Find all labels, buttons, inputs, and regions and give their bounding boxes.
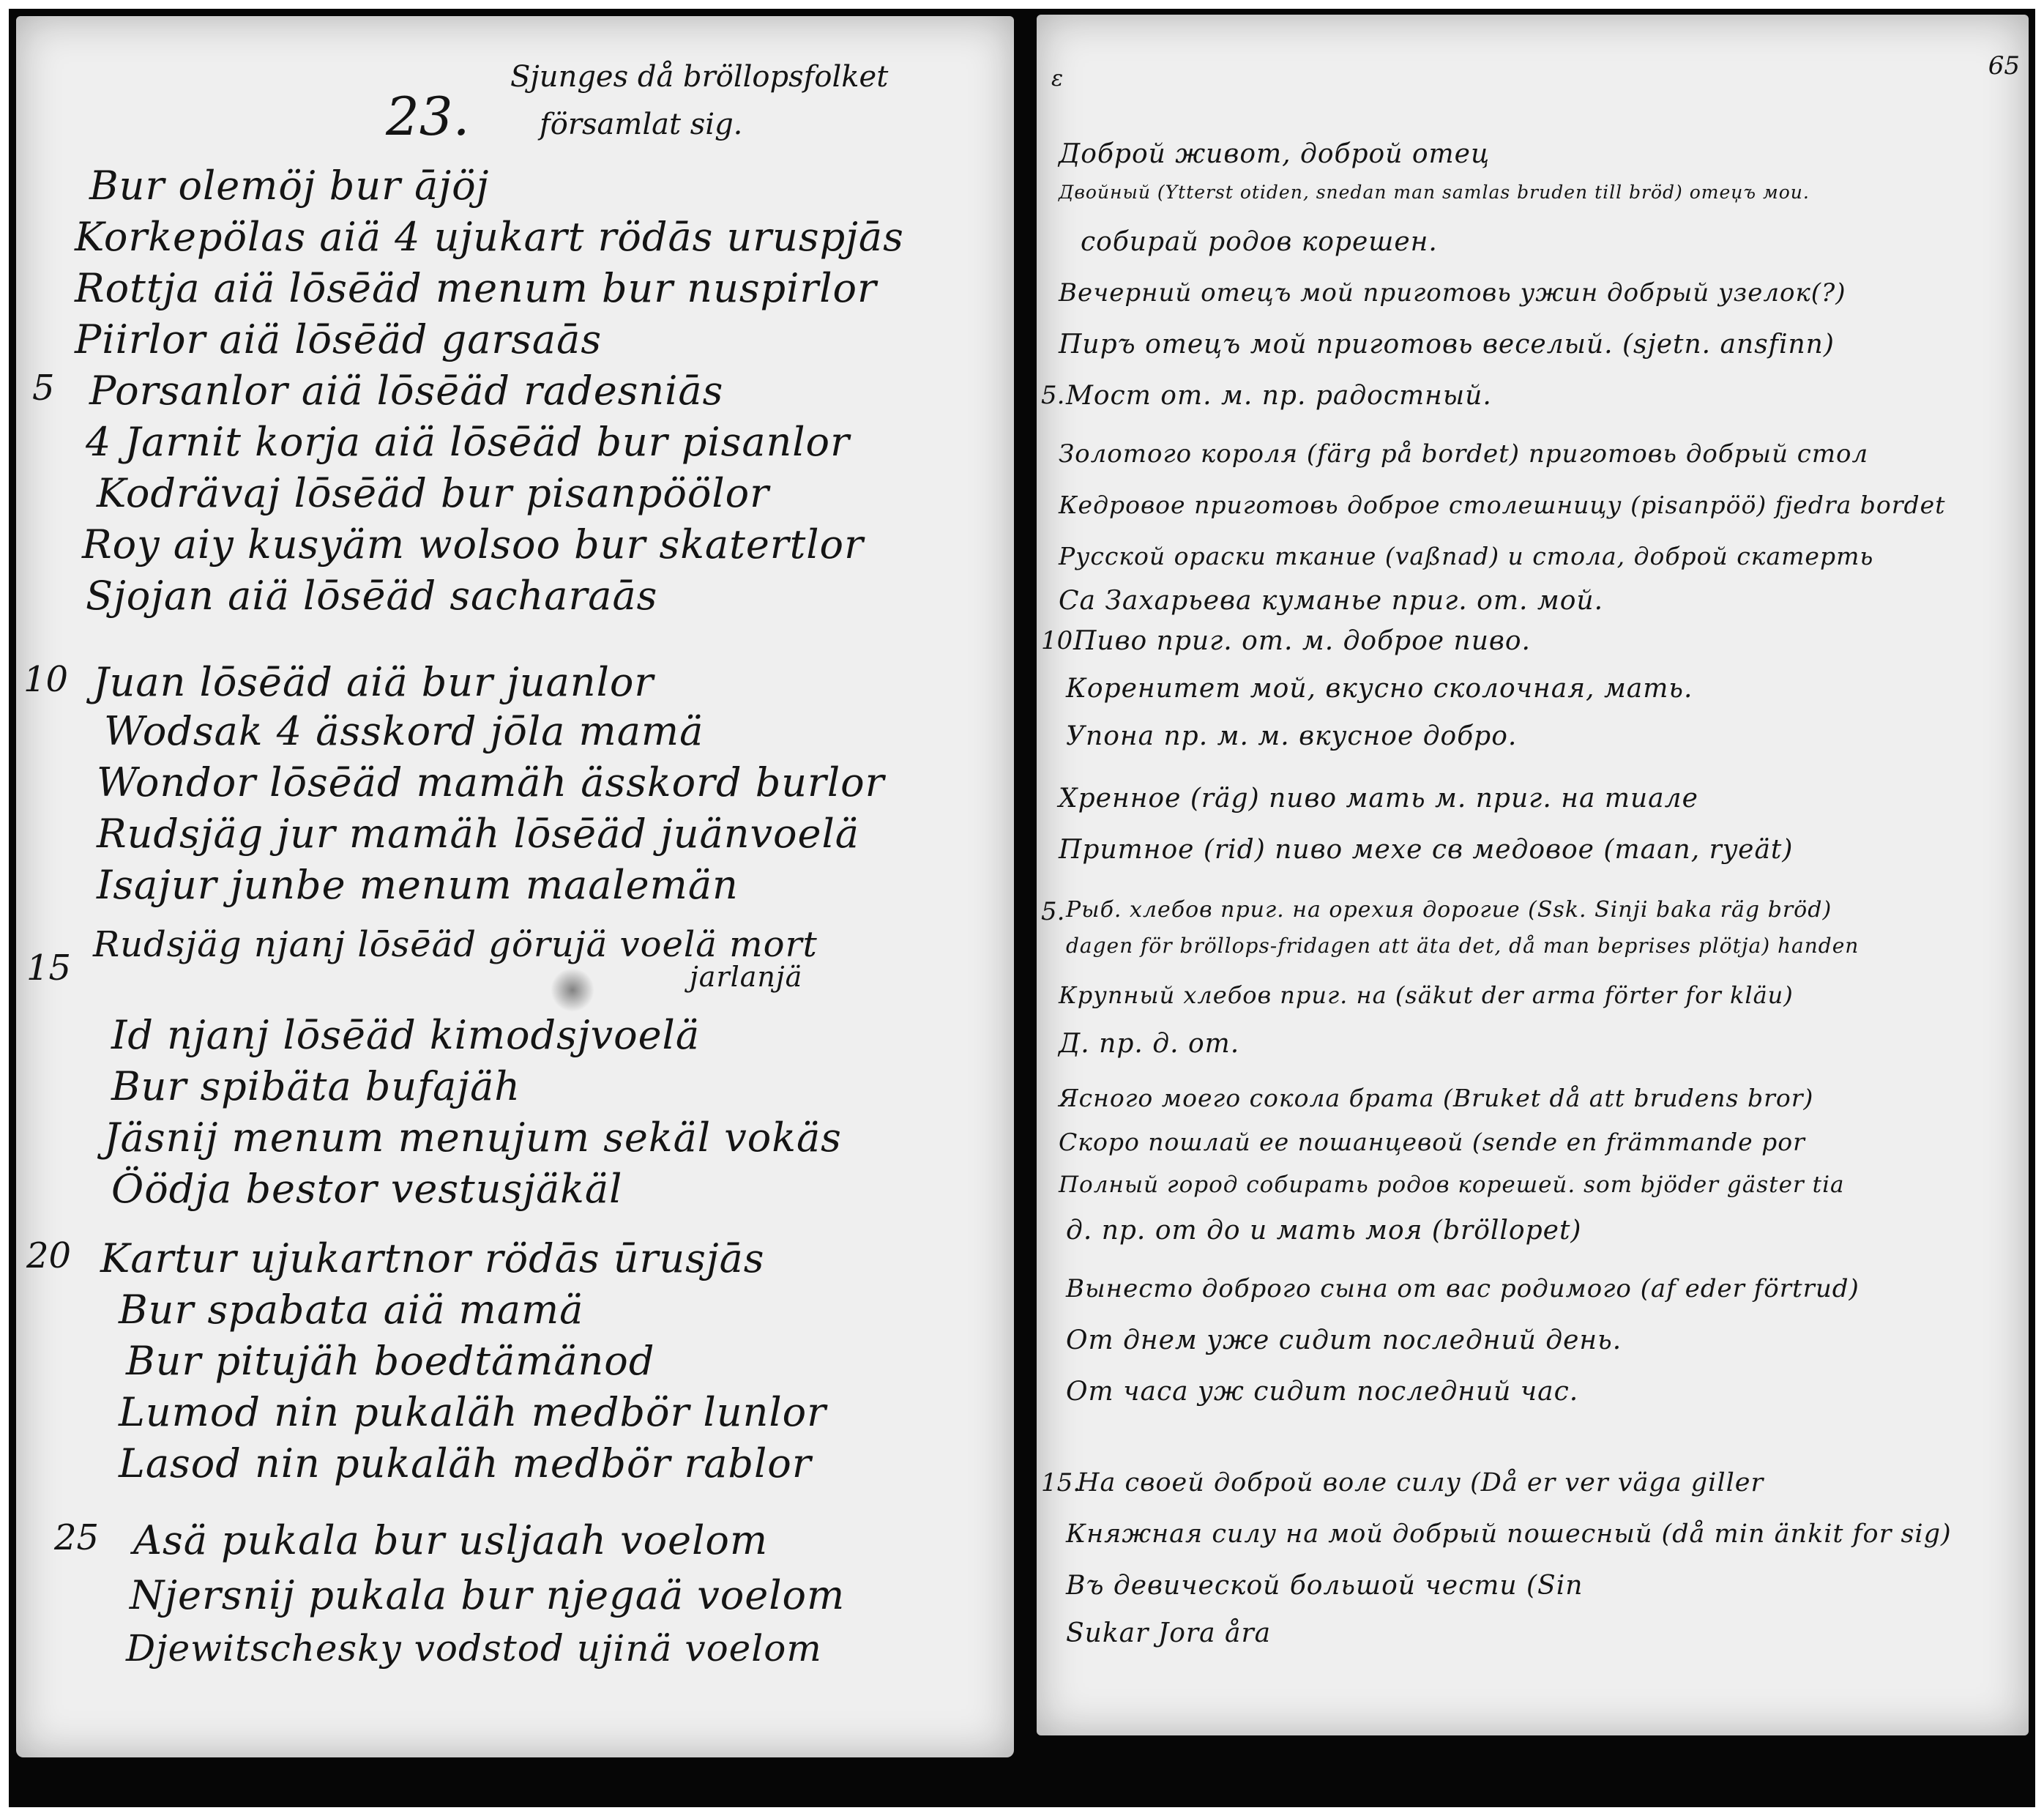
line-number: 25 xyxy=(54,1517,100,1558)
verse-line: Öödja bestor vestusjäkäl xyxy=(111,1166,623,1212)
text-line: На своей доброй воле силу (Då er ver väga giller xyxy=(1077,1468,1764,1497)
heading-note-line-2: församlat sig. xyxy=(540,108,743,141)
text-line: Пиръ отецъ мой приготовь веселый. (sjetn. ansfinn) xyxy=(1059,330,1835,360)
verse-line: Isajur junbe menum maalemän xyxy=(97,862,739,908)
line-number: 5. xyxy=(1041,381,1065,410)
text-line: Вечерний отецъ мой приготовь ужин добрый узелок(?) xyxy=(1059,278,1846,308)
text-line: Русской ораски ткание (vaßnad) и стола, доброй скатерть xyxy=(1059,542,1874,570)
text-line: От днем уже сидит последний день. xyxy=(1066,1325,1622,1355)
text-line: Д. пр. д. от. xyxy=(1059,1029,1240,1059)
text-line: Въ девической большой чести (Sin xyxy=(1066,1571,1584,1601)
text-line: Упона пр. м. м. вкусное добро. xyxy=(1066,721,1518,751)
line-number: 5 xyxy=(32,368,55,409)
page-number: 65 xyxy=(1988,51,2020,81)
verse-line: Bur spabata aiä mamä xyxy=(119,1287,584,1333)
text-line: Ясного моего сокола брата (Bruket då att brudens bror) xyxy=(1059,1084,1814,1112)
text-line: Пиво приг. от. м. доброе пиво. xyxy=(1073,626,1531,656)
text-line: Sukar Jora åra xyxy=(1066,1618,1272,1648)
verse-line: Lasod nin pukaläh medbör rablor xyxy=(119,1440,812,1486)
text-line: Вынесто доброго сына от вас родимого (af eder förtrud) xyxy=(1066,1274,1860,1303)
line-number: 20 xyxy=(26,1235,72,1276)
ink-blot xyxy=(551,968,594,1012)
line-number: 5. xyxy=(1041,897,1065,926)
verse-line: Rudsjäg jur mamäh lōsēäd juänvoelä xyxy=(97,811,859,857)
text-line: собирай родов корешен. xyxy=(1081,227,1438,257)
corner-mark: ε xyxy=(1051,66,1064,92)
verse-line: Kodrävaj lōsēäd bur pisanpöölor xyxy=(97,470,769,516)
verse-line: Wondor lōsēäd mamäh ässkord burlor xyxy=(97,759,885,805)
text-line: Крупный хлебов приг. на (säkut der arma förter for kläu) xyxy=(1059,981,1794,1009)
verse-line: Piirlor aiä lōsēäd garsaās xyxy=(75,316,603,362)
verse-line: Njersnij pukala bur njegaä voelom xyxy=(130,1572,846,1618)
left-page xyxy=(16,16,1014,1757)
text-line: Двойный (Ytterst otiden, snedan man samlas bruden till bröd) отеџъ мои. xyxy=(1059,182,1810,203)
text-line: Мост от. м. пр. радостный. xyxy=(1066,381,1492,411)
verse-line: Lumod nin pukaläh medbör lunlor xyxy=(119,1389,827,1435)
verse-line: Djewitschesky vodstod ujinä voelom xyxy=(126,1627,822,1670)
text-line: Скоро пошлай ее пошанцевой (sende en främmande por xyxy=(1059,1128,1805,1156)
verse-line: Id njanj lōsēäd kimodsjvoelä xyxy=(111,1012,701,1058)
verse-line: 4 Jarnit korja aiä lōsēäd bur pisanlor xyxy=(86,419,850,465)
heading-note-line-1: Sjunges då bröllopsfolket xyxy=(510,60,889,94)
verse-line: Sjojan aiä lōsēäd sacharaās xyxy=(86,573,658,619)
verse-line: Kartur ujukartnor rödās ūrusjās xyxy=(100,1235,765,1281)
verse-line: Porsanlor aiä lōsēäd radesniās xyxy=(89,368,724,414)
line-number: 15. xyxy=(1041,1468,1081,1497)
text-line: д. пр. от до и мать моя (bröllopet) xyxy=(1066,1216,1582,1246)
verse-line: Roy aiy kusyäm wolsoo bur skatertlor xyxy=(82,521,864,568)
verse-line: Wodsak 4 ässkord jōla mamä xyxy=(104,708,704,754)
line-number: 10 xyxy=(23,659,69,700)
text-line: Хренное (räg) пиво мать м. приг. на тиале xyxy=(1059,784,1698,814)
verse-line: Asä pukala bur usljaah voelom xyxy=(133,1517,769,1563)
scan-frame xyxy=(9,9,2035,1807)
verse-line: Bur pitujäh boedtämänod xyxy=(126,1338,655,1384)
verse-line: Korkepölas aiä 4 ujukart rödās uruspjās xyxy=(75,214,904,260)
verse-line: Jäsnij menum menujum sekäl vokäs xyxy=(104,1114,842,1161)
text-line: Кедровое приготовь доброе столешницу (pisanpöö) fjedra bordet xyxy=(1059,491,1946,519)
verse-line: Rottja aiä lōsēäd menum bur nuspirlor xyxy=(75,265,877,311)
text-line: Золотого короля (färg på bordet) приготовь добрый стол xyxy=(1059,439,1869,469)
line-number: 15 xyxy=(26,948,72,989)
verse-line: Bur spibäta bufajäh xyxy=(111,1063,521,1109)
text-line: dagen för bröllops-fridagen att äta det, då man beprises plötja) handen xyxy=(1066,934,1860,958)
text-line: Доброй живот, доброй отец xyxy=(1059,139,1491,169)
verse-line: Juan lōsēäd aiä bur juanlor xyxy=(93,659,654,705)
text-line: Рыб. хлебов приг. на орехия дорогие (Ssk. Sinji baka räg bröd) xyxy=(1066,897,1832,923)
text-line: Коренитет мой, вкусно сколочная, мать. xyxy=(1066,674,1693,704)
text-line: Притное (rid) пиво мехе св медовое (maan, ryeät) xyxy=(1059,835,1794,865)
line-number: 10 xyxy=(1041,626,1073,655)
text-line: Са Захарьева куманье приг. от. мой. xyxy=(1059,586,1604,616)
poem-number: 23. xyxy=(386,86,470,147)
verse-line: Bur olemöj bur ājöj xyxy=(89,163,490,209)
verse-line: Rudsjäg njanj lōsēäd görujä voelä mort xyxy=(93,924,818,965)
verse-line-insert: jarlanjä xyxy=(690,961,803,993)
text-line: Княжная силу на мой добрый пошесный (då min änkit for sig) xyxy=(1066,1519,1952,1549)
right-page xyxy=(1037,15,2029,1735)
text-line: От часа уж сидит последний час. xyxy=(1066,1377,1579,1407)
text-line: Полный город собирать родов корешей. som bjöder gäster tia xyxy=(1059,1172,1845,1198)
